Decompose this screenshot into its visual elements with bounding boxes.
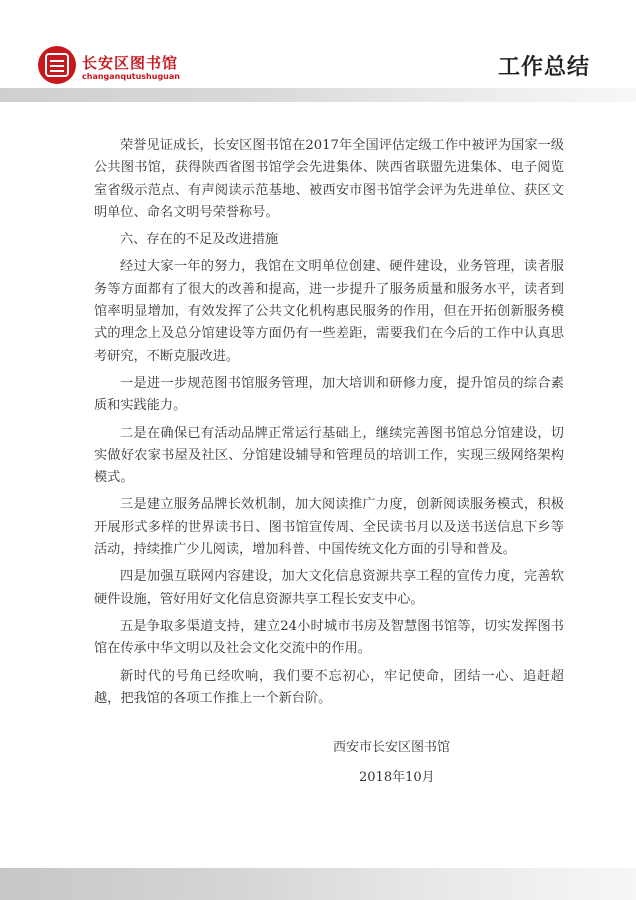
paragraph-measure-4: 四是加强互联网内容建设，加大文化信息资源共享工程的宣传力度，完善软硬件设施，管好用好文化信息资源共享工程长安支中心。 bbox=[94, 569, 564, 607]
library-logo bbox=[38, 44, 178, 88]
signature-organization: 西安市长安区图书馆 bbox=[333, 740, 451, 755]
header-gradient-bar bbox=[0, 88, 636, 102]
page-header bbox=[0, 0, 636, 104]
document-body bbox=[94, 135, 564, 715]
document-title: 工作总结 bbox=[497, 55, 590, 80]
logo-pinyin: changanqutushuguan bbox=[82, 72, 180, 81]
paragraph-summary: 经过大家一年的努力，我馆在文明单位创建、硬件建设，业务管理，读者服务等方面都有了很大的改善和提高，进一步提升了服务质量和服务水平，读者到馆率明显增加，有效发挥了公共文化机构惠民服务的作用，但在开拓创新服务模式的理念上及总分馆建设等方面仍有一些差距，需要我们在今后的工作中认真思考研究，不断克服改进。 bbox=[94, 259, 564, 364]
paragraph-honors: 荣誉见证成长，长安区图书馆在2017年全国评估定级工作中被评为国家一级公共图书馆，获得陕西省图书馆学会先进集体、陕西省联盟先进集体、电子阅览室省级示范点、有声阅读示范基地、被西安市图书馆学会评为先进单位、获区文明单位、命名文明号荣誉称号。 bbox=[94, 138, 564, 220]
section-heading-shortcomings: 六、存在的不足及改进措施 bbox=[120, 232, 279, 248]
paragraph-measure-2: 二是在确保已有活动品牌正常运行基础上，继续完善图书馆总分馆建设，切实做好农家书屋及社区、分馆建设辅导和管理员的培训工作，实现三级网络架构模式。 bbox=[94, 425, 564, 486]
seal-icon bbox=[38, 46, 76, 84]
signature-date: 2018年10月 bbox=[359, 770, 435, 785]
paragraph-measure-5: 五是争取多渠道支持，建立24小时城市书房及智慧图书馆等，切实发挥图书馆在传承中华文明以及社会文化交流中的作用。 bbox=[94, 618, 564, 657]
paragraph-measure-3: 三是建立服务品牌长效机制，加大阅读推广力度，创新阅读服务模式，积极开展形式多样的世界读书日、图书馆宣传周、全民读书月以及送书送信息下乡等活动，持续推广少儿阅读，增加科普、中国传统文化方面的引导和普及。 bbox=[94, 497, 564, 558]
paragraph-measure-1: 一是进一步规范图书馆服务管理，加大培训和研修力度，提升馆员的综合素质和实践能力。 bbox=[94, 375, 564, 414]
logo-name: 长安区图书馆 bbox=[82, 54, 179, 72]
footer-gradient-bar bbox=[0, 868, 636, 900]
paragraph-closing: 新时代的号角已经吹响，我们要不忘初心，牢记使命，团结一心、追赶超越，把我馆的各项工作推上一个新台阶。 bbox=[94, 668, 564, 706]
